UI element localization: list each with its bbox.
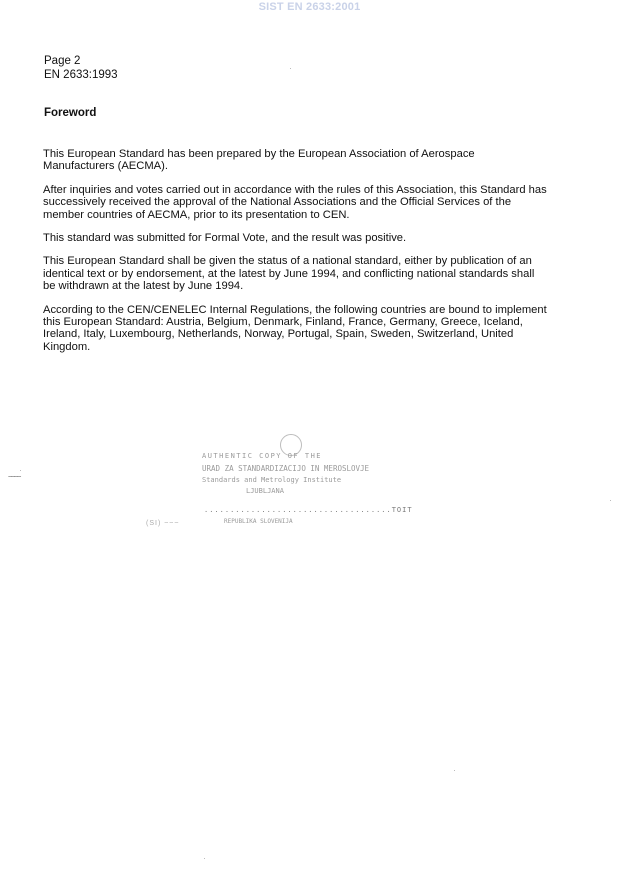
margin-mark: (SI) ~~~	[146, 520, 180, 527]
paragraph-approval: After inquiries and votes carried out in accordance with the rules of this Association, this Standard has successively received the approval of the National Associations and the Official Services of the member countries of AECMA, prior to its presentation to CEN.	[43, 183, 547, 221]
scan-speck	[20, 470, 21, 471]
paragraph-formal-vote: This standard was submitted for Formal Vote, and the result was positive.	[43, 232, 407, 245]
paragraph-national-status: This European Standard shall be given the status of a national standard, either by publication of an identical text or by endorsement, at the latest by June 1994, and conflicting national standards shall be withdrawn at the latest by June 1994.	[43, 255, 535, 293]
stamp-line: Standards and Metrology Institute	[202, 476, 342, 484]
foreword-body	[43, 148, 548, 364]
stamp-line: AUTHENTIC COPY OF THE	[202, 452, 323, 460]
scan-speck	[454, 770, 455, 771]
scan-speck	[204, 858, 205, 859]
page-number: Page 2	[44, 55, 81, 67]
page-header	[44, 54, 118, 82]
paragraph-countries: According to the CEN/CENELEC Internal Regulations, the following countries are bound to implement this European Standard: Austria, Belgium, Denmark, Finland, France, Germany, Greece, Iceland, Ireland, Italy, Luxembourg, Netherlands, Norway, Portugal, Spain, Sweden, Switzerland, United Kingdom.	[43, 303, 547, 353]
stamp-line: REPUBLIKA SLOVENIJA	[224, 518, 293, 525]
paragraph-preparation: This European Standard has been prepared by the European Association of Aerospace Manufacturers (AECMA).	[43, 148, 475, 173]
stamp-line: ....................................TOIT	[204, 506, 413, 514]
foreword-heading: Foreword	[44, 107, 97, 119]
scan-speck	[290, 68, 291, 69]
stamp-line: LJUBLJANA	[246, 487, 284, 495]
standard-reference: EN 2633:1993	[44, 69, 118, 81]
stamp-line: URAD ZA STANDARDIZACIJO IN MEROSLOVJE	[202, 464, 370, 473]
institute-stamp	[200, 434, 413, 534]
scan-speck	[610, 500, 611, 501]
watermark-text: SIST EN 2633:2001	[258, 1, 361, 13]
margin-mark: ~~~~	[8, 474, 21, 481]
